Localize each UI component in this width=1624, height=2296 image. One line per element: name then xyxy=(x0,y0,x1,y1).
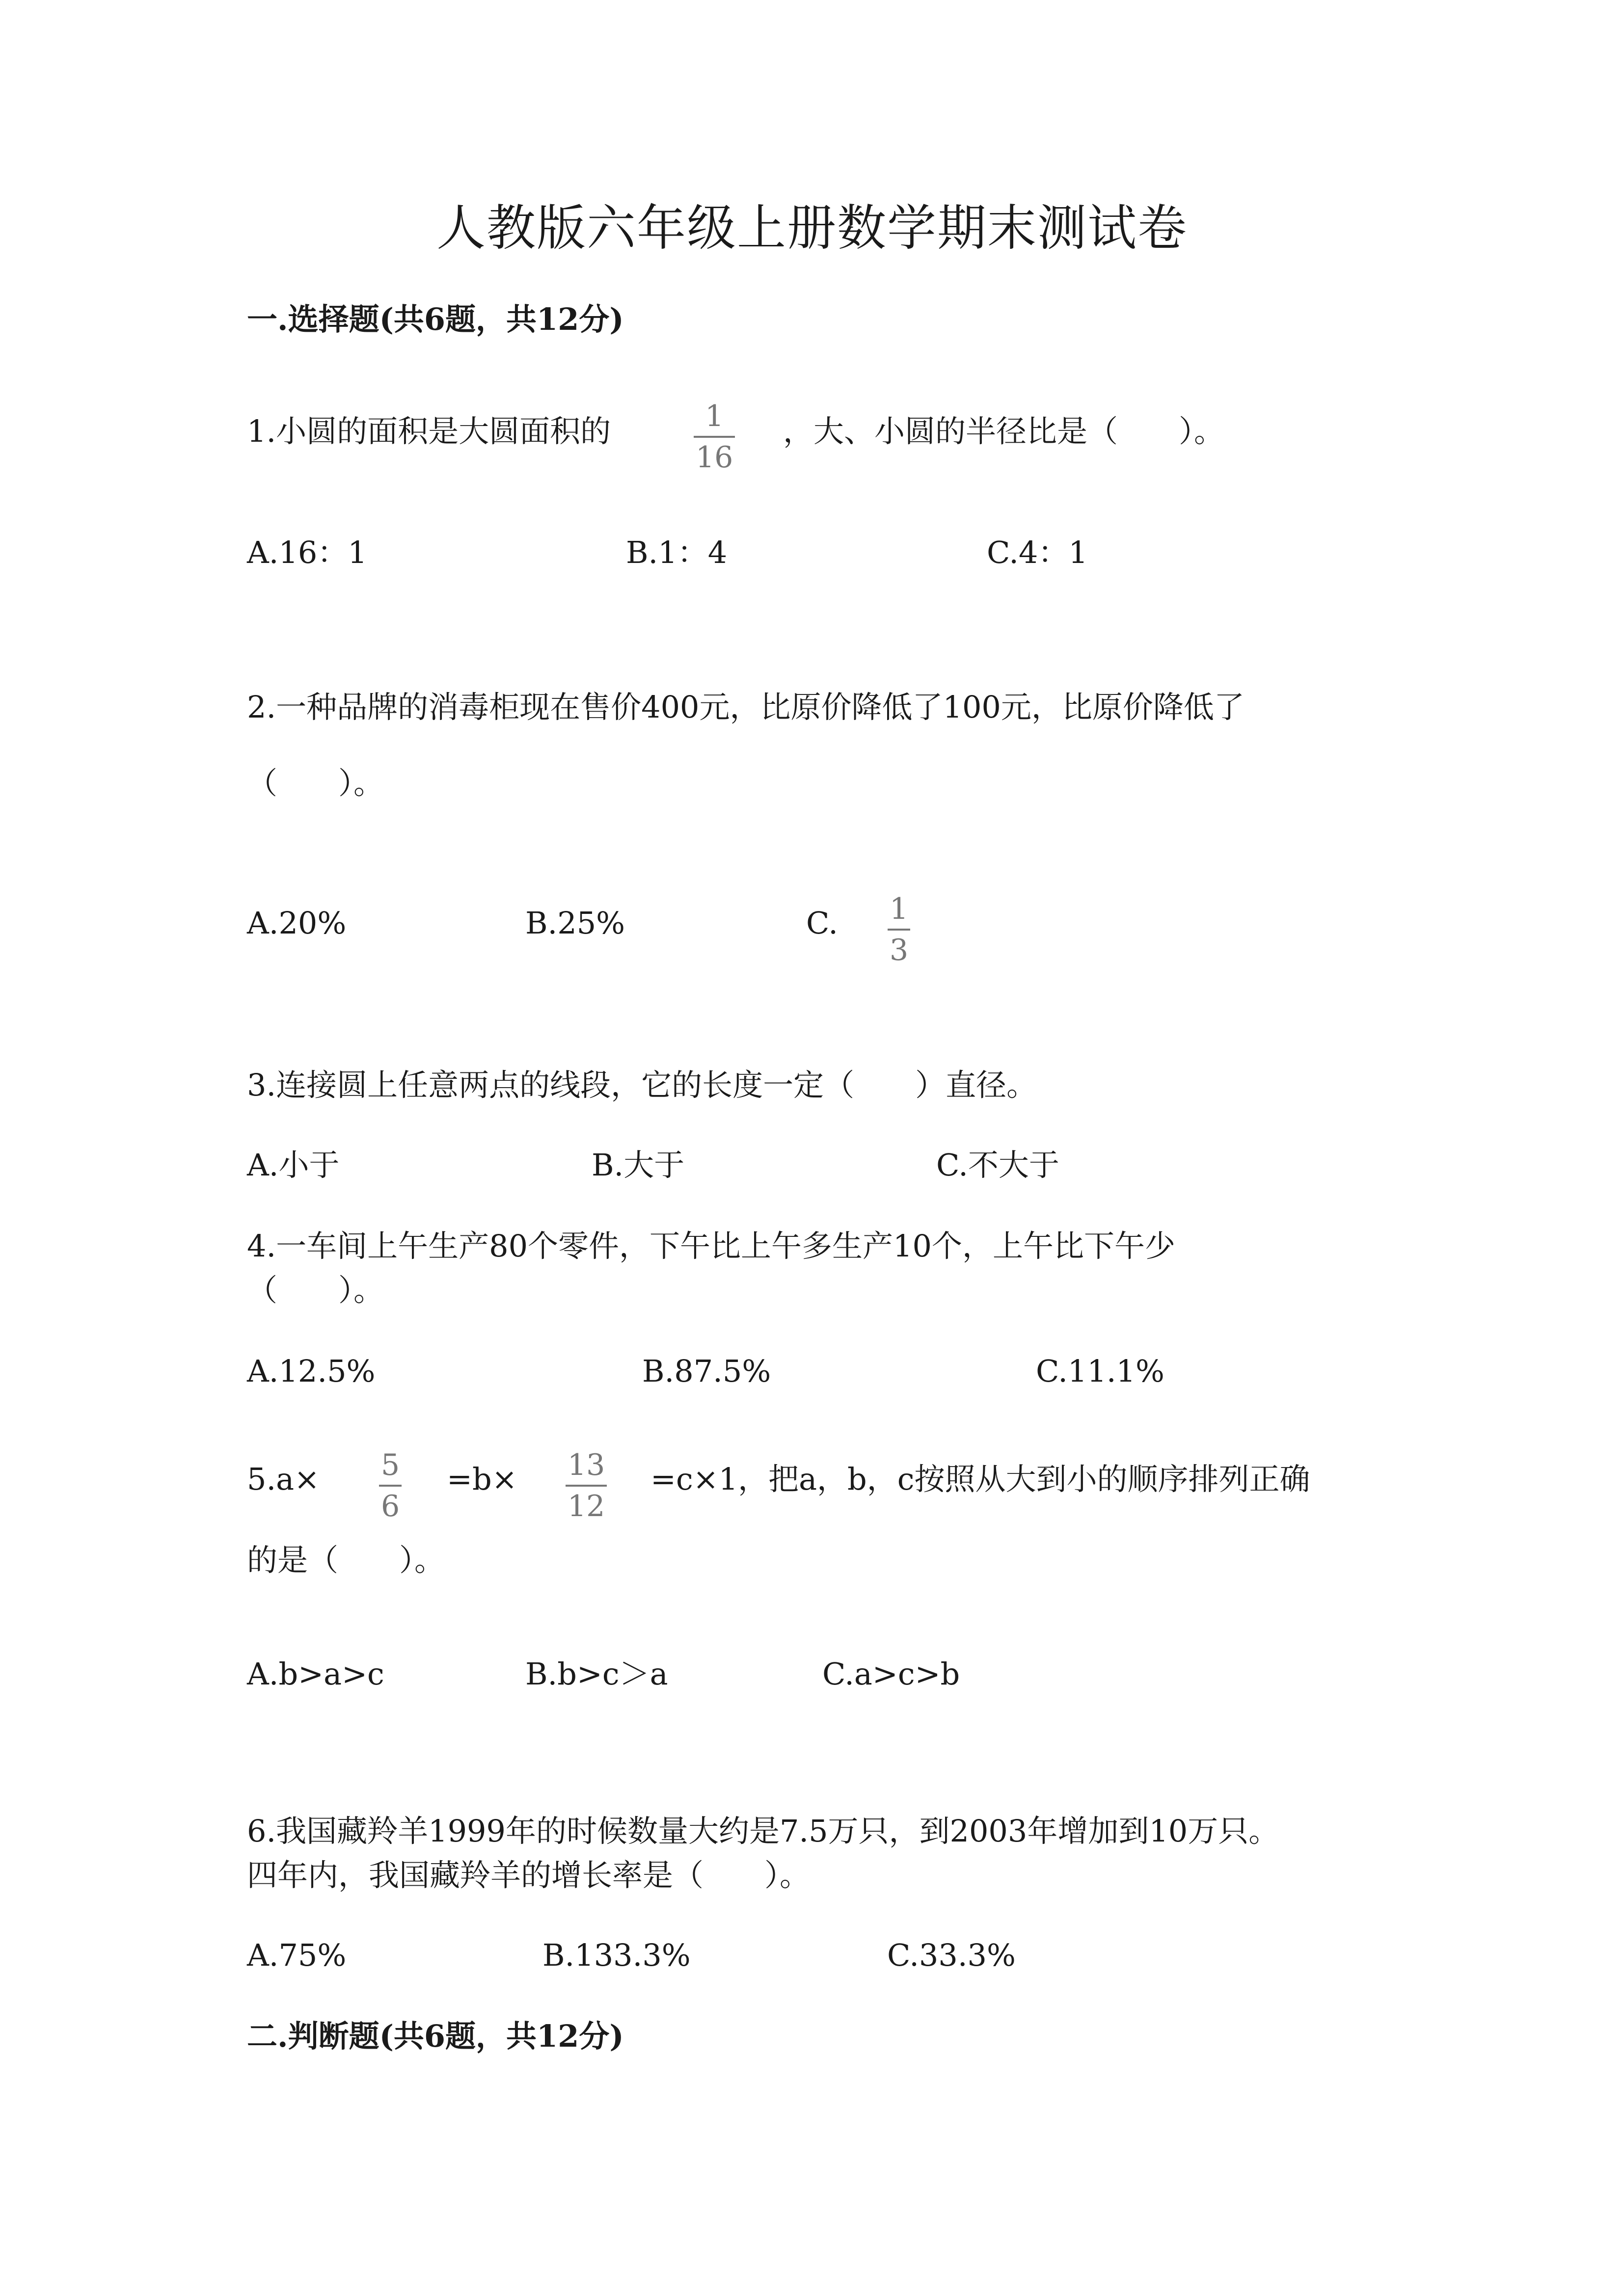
section-heading-choice: 一.选择题(共6题，共12分) xyxy=(247,301,624,337)
question-6-option-b: B.133.3% xyxy=(542,1937,691,1973)
question-4-line-1: 4.一车间上午生产80个零件，下午比上午多生产10个，上午比下午少 xyxy=(247,1228,1175,1264)
section-heading-judgment: 二.判断题(共6题，共12分) xyxy=(247,2018,624,2054)
question-5-text-c: =c×1，把a，b，c按照从大到小的顺序排列正确 xyxy=(650,1461,1310,1497)
question-5-line-2: 的是（ ）。 xyxy=(247,1542,445,1578)
question-4-option-a: A.12.5% xyxy=(247,1353,376,1389)
question-4-line-2: （ ）。 xyxy=(247,1272,384,1308)
question-3-option-b: B.大于 xyxy=(592,1147,685,1183)
question-1-option-c: C.4：1 xyxy=(987,534,1088,570)
fraction-denominator: 3 xyxy=(890,933,909,967)
fraction-bar xyxy=(566,1485,607,1487)
fraction-denominator: 12 xyxy=(568,1489,605,1523)
question-5-option-c: C.a>c>b xyxy=(822,1656,960,1692)
fraction-numerator: 1 xyxy=(890,892,909,926)
fraction-bar xyxy=(379,1485,402,1487)
fraction-denominator: 6 xyxy=(381,1489,400,1523)
question-5-text-a: 5.a× xyxy=(247,1461,320,1497)
question-3-text: 3.连接圆上任意两点的线段，它的长度一定（ ）直径。 xyxy=(247,1067,1037,1103)
question-1-text-a: 1.小圆的面积是大圆面积的 xyxy=(247,413,611,449)
question-5-text-b: =b× xyxy=(447,1461,517,1497)
question-1-option-b: B.1：4 xyxy=(626,534,728,570)
question-3-option-a: A.小于 xyxy=(247,1147,340,1183)
question-4-option-b: B.87.5% xyxy=(642,1353,771,1389)
question-1-fraction xyxy=(694,399,735,475)
question-5-fraction-1 xyxy=(379,1450,402,1521)
question-5-fraction-2 xyxy=(566,1450,607,1521)
question-2-option-c: C. xyxy=(806,905,838,941)
question-2-line-2: （ ）。 xyxy=(247,765,384,801)
question-6-option-c: C.33.3% xyxy=(887,1937,1016,1973)
question-2-option-b: B.25% xyxy=(525,905,625,941)
question-2-option-a: A.20% xyxy=(247,905,347,941)
question-2-line-1: 2.一种品牌的消毒柜现在售价400元，比原价降低了100元，比原价降低了 xyxy=(247,689,1245,725)
question-6-option-a: A.75% xyxy=(247,1937,347,1973)
fraction-bar xyxy=(694,436,735,438)
question-5-option-a: A.b>a>c xyxy=(247,1656,384,1692)
fraction-numerator: 1 xyxy=(705,399,724,433)
question-2-option-c-fraction xyxy=(888,894,910,965)
fraction-numerator: 13 xyxy=(568,1448,605,1482)
question-5-option-b: B.b>c＞a xyxy=(525,1656,668,1692)
page-title: 人教版六年级上册数学期末测试卷 xyxy=(436,199,1188,257)
fraction-numerator: 5 xyxy=(381,1448,400,1482)
fraction-bar xyxy=(888,929,910,931)
question-6-line-1: 6.我国藏羚羊1999年的时候数量大约是7.5万只，到2003年增加到10万只。 xyxy=(247,1813,1279,1849)
question-1-option-a: A.16：1 xyxy=(247,534,367,570)
question-6-line-2: 四年内，我国藏羚羊的增长率是（ ）。 xyxy=(247,1857,811,1893)
question-1-text-b: ，大、小圆的半径比是（ ）。 xyxy=(783,413,1225,449)
question-3-option-c: C.不大于 xyxy=(936,1147,1059,1183)
question-4-option-c: C.11.1% xyxy=(1036,1353,1164,1389)
fraction-denominator: 16 xyxy=(696,440,733,475)
